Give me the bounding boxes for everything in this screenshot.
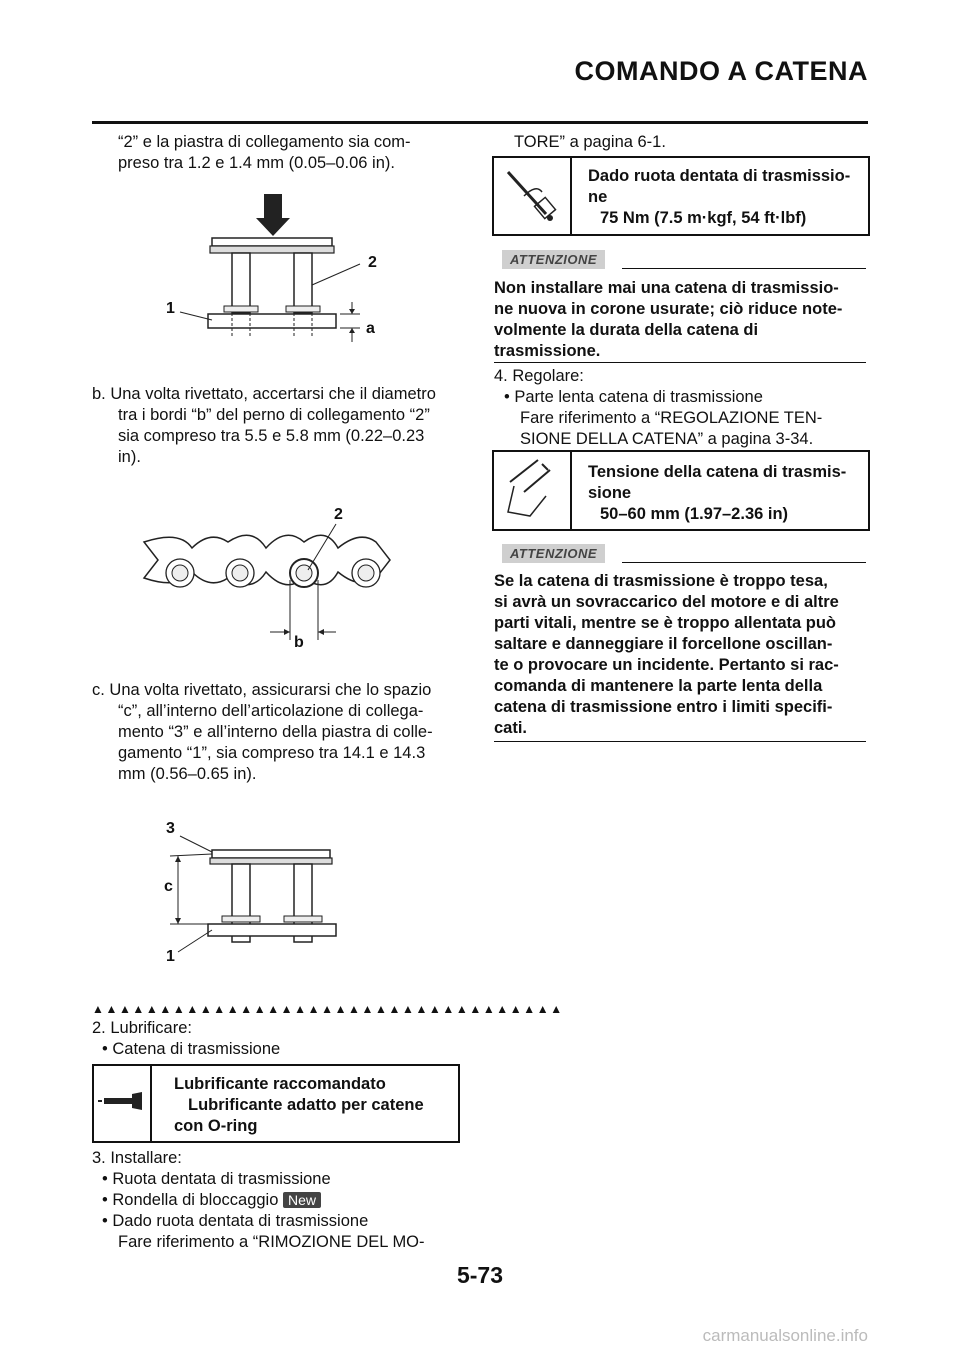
watermark: carmanualsonline.info	[702, 1326, 868, 1345]
text-line: saltare e danneggiare il forcellone oscillan-	[494, 635, 833, 653]
text-line: b. Una volta rivettato, accertarsi che il diametro	[92, 385, 436, 403]
attention-text	[494, 278, 842, 362]
text-line: ne nuova in corone usurate; ciò riduce note-	[494, 300, 843, 318]
spec-heading: Dado ruota dentata di trasmissio-	[588, 167, 851, 185]
reference-continuation: TORE” a pagina 6-1.	[514, 133, 666, 151]
text-line: catena di trasmissione entro i limiti specifi-	[494, 698, 833, 716]
header-rule	[92, 121, 868, 124]
spec-value: 75 Nm (7.5 m·kgf, 54 ft·lbf)	[600, 209, 807, 227]
end-of-procedure-marks: ▲▲▲▲▲▲▲▲▲▲▲▲▲▲▲▲▲▲▲▲▲▲▲▲▲▲▲▲▲▲▲▲▲▲▲	[92, 1002, 564, 1016]
figure-label: 1	[166, 948, 175, 965]
text-line: si avrà un sovraccarico del motore e di altre	[494, 593, 839, 611]
torque-wrench-icon	[494, 158, 570, 234]
step-title: 3. Installare:	[92, 1149, 182, 1167]
figure-label: c	[164, 878, 173, 895]
spec-heading: sione	[588, 484, 632, 502]
attention-text	[494, 571, 839, 739]
step-title: 4. Regolare:	[494, 367, 584, 385]
rivet-pin-figure	[160, 190, 400, 360]
text-line: “c”, all’interno dell’articolazione di collega-	[118, 702, 424, 720]
text-line: comanda di mantenere la parte lenta della	[494, 677, 823, 695]
torque-spec-box	[492, 156, 870, 236]
text-line: mm (0.56–0.65 in).	[118, 765, 257, 783]
text-line: “2” e la piastra di collegamento sia com-	[118, 133, 411, 151]
step-b-paragraph	[92, 384, 436, 468]
link-plate-gap-figure	[160, 820, 360, 970]
bullet-text: • Rondella di bloccaggio	[102, 1191, 279, 1209]
figure-label: a	[366, 320, 375, 337]
chain-link-figure	[140, 500, 410, 650]
text-line: Se la catena di trasmissione è troppo tesa,	[494, 572, 828, 590]
reference-line: SIONE DELLA CATENA” a pagina 3-34.	[520, 430, 814, 448]
figure-label: b	[294, 634, 304, 651]
intro-paragraph	[118, 132, 411, 174]
spec-heading: ne	[588, 188, 608, 206]
lubricant-icon-cell	[94, 1066, 152, 1141]
new-part-badge: New	[283, 1192, 321, 1208]
arrow-down-icon	[256, 194, 290, 236]
caliper-icon	[494, 452, 570, 529]
spec-text	[588, 166, 850, 229]
chain-slack-spec-box	[492, 450, 870, 531]
bullet-item: • Catena di trasmissione	[102, 1040, 281, 1058]
spec-heading: Tensione della catena di trasmis-	[588, 463, 847, 481]
lubricant-spec-box	[92, 1064, 460, 1143]
attention-rule	[622, 562, 866, 563]
text-line: te o provocare un incidente. Pertanto si rac-	[494, 656, 839, 674]
figure-label: 2	[334, 506, 343, 523]
text-line: volmente la durata della catena di	[494, 321, 759, 339]
spec-value: Lubrificante adatto per catene	[188, 1096, 424, 1114]
bullet-item: • Ruota dentata di trasmissione	[102, 1170, 331, 1188]
page-number: 5-73	[456, 1262, 504, 1288]
attention-end-rule	[494, 362, 866, 363]
bullet-item: • Parte lenta catena di trasmissione	[504, 388, 763, 406]
text-line: trasmissione.	[494, 342, 601, 360]
spec-text	[588, 462, 846, 525]
attention-badge: ATTENZIONE	[502, 250, 605, 269]
reference-line: Fare riferimento a “REGOLAZIONE TEN-	[520, 409, 823, 427]
text-line: gamento “1”, sia compreso tra 14.1 e 14.3	[118, 744, 426, 762]
step-2	[92, 1018, 280, 1060]
gauge-icon-cell	[494, 452, 572, 529]
torque-icon-cell	[494, 158, 572, 234]
spec-text	[174, 1074, 424, 1137]
spec-heading: Lubrificante raccomandato	[174, 1075, 386, 1093]
text-line: sia compreso tra 5.5 e 5.8 mm (0.22–0.23	[118, 427, 425, 445]
spec-value: 50–60 mm (1.97–2.36 in)	[600, 505, 789, 523]
attention-rule	[622, 268, 866, 269]
text-line: c. Una volta rivettato, assicurarsi che lo spazio	[92, 681, 432, 699]
reference-line: Fare riferimento a “RIMOZIONE DEL MO-	[118, 1233, 425, 1251]
attention-badge: ATTENZIONE	[502, 544, 605, 563]
text-line: cati.	[494, 719, 528, 737]
text-line: parti vitali, mentre se è troppo allentata può	[494, 614, 836, 632]
bullet-item-with-badge	[92, 1190, 425, 1211]
text-line: preso tra 1.2 e 1.4 mm (0.05–0.06 in).	[118, 154, 395, 172]
page-title: COMANDO A CATENA	[574, 56, 868, 86]
step-c-paragraph	[92, 680, 433, 785]
figure-label: 2	[368, 254, 377, 271]
step-4	[494, 366, 822, 450]
figure-label: 3	[166, 820, 175, 837]
attention-end-rule	[494, 741, 866, 742]
spec-value: con O-ring	[174, 1117, 258, 1135]
text-line: tra i bordi “b” del perno di collegamento “2”	[118, 406, 430, 424]
text-line: mento “3” e all’interno della piastra di colle-	[118, 723, 433, 741]
figure-label: 1	[166, 300, 175, 317]
step-title: 2. Lubrificare:	[92, 1019, 192, 1037]
bullet-item: • Dado ruota dentata di trasmissione	[102, 1212, 369, 1230]
text-line: Non installare mai una catena di trasmissio-	[494, 279, 839, 297]
step-3	[92, 1148, 425, 1253]
text-line: in).	[118, 448, 141, 466]
oil-can-icon	[94, 1066, 150, 1141]
